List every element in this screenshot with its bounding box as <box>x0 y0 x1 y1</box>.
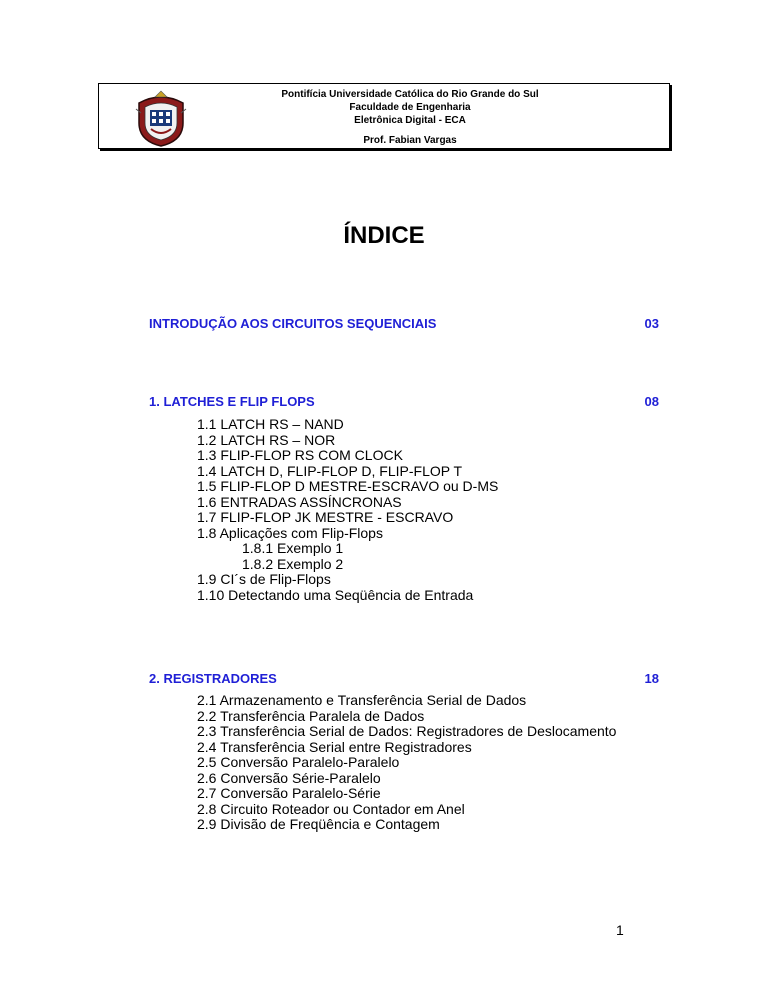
toc-item[interactable]: 2.8 Circuito Roteador ou Contador em Anel <box>197 800 465 817</box>
header-text <box>190 88 630 147</box>
toc-section-page: 18 <box>644 671 659 686</box>
toc-item[interactable]: 2.7 Conversão Paralelo-Série <box>197 785 381 801</box>
toc-item[interactable]: 2.3 Transferência Serial de Dados: Registradores de Deslocamento <box>197 723 617 739</box>
toc-section-page: 03 <box>644 316 659 331</box>
toc-item[interactable]: 2.1 Armazenamento e Transferência Serial de Dados <box>197 692 527 708</box>
toc-item[interactable]: 1.7 FLIP-FLOP JK MESTRE - ESCRAVO <box>197 509 454 525</box>
toc-item[interactable]: 2.6 Conversão Série-Paralelo <box>197 769 381 786</box>
toc-item[interactable]: 1.2 LATCH RS – NOR <box>197 431 336 448</box>
faculty-name: Faculdade de Engenharia <box>349 102 471 113</box>
toc-item[interactable]: 1.10 Detectando uma Seqüência de Entrada <box>197 586 474 603</box>
toc-item[interactable]: 1.1 LATCH RS – NAND <box>197 416 344 432</box>
toc-item[interactable]: 1.5 FLIP-FLOP D MESTRE-ESCRAVO ou D-MS <box>197 478 499 494</box>
toc-item[interactable]: 2.9 Divisão de Freqüência e Contagem <box>197 816 440 832</box>
toc-section-label: 1. LATCHES E FLIP FLOPS <box>149 394 315 409</box>
university-crest-logo <box>133 89 189 147</box>
toc-item[interactable]: 1.6 ENTRADAS ASSÍNCRONAS <box>197 493 402 510</box>
toc-item[interactable]: 1.9 CI´s de Flip-Flops <box>197 571 331 587</box>
toc-section-registradores[interactable] <box>149 671 659 686</box>
toc-item[interactable]: 2.5 Conversão Paralelo-Paralelo <box>197 754 400 770</box>
toc-section2-list <box>197 693 616 833</box>
toc-subitem[interactable]: 1.8.1 Exemplo 1 <box>242 540 344 556</box>
toc-item[interactable]: 2.2 Transferência Paralela de Dados <box>197 707 425 724</box>
professor-name: Prof. Fabian Vargas <box>363 135 457 146</box>
toc-section-label: INTRODUÇÃO AOS CIRCUITOS SEQUENCIAIS <box>149 316 437 331</box>
university-name: Pontifícia Universidade Católica do Rio Grande do Sul <box>281 89 539 100</box>
toc-section1-list <box>197 417 498 603</box>
toc-item[interactable]: 1.8 Aplicações com Flip-Flops <box>197 524 383 541</box>
toc-section-label: 2. REGISTRADORES <box>149 671 277 686</box>
toc-section-intro[interactable] <box>149 316 659 331</box>
page-title: ÍNDICE <box>343 222 425 249</box>
toc-item[interactable]: 1.4 LATCH D, FLIP-FLOP D, FLIP-FLOP T <box>197 462 463 479</box>
toc-section-latches[interactable] <box>149 394 659 409</box>
toc-section-page: 08 <box>644 394 659 409</box>
course-name: Eletrônica Digital - ECA <box>354 115 466 126</box>
toc-item[interactable]: 1.3 FLIP-FLOP RS COM CLOCK <box>197 447 403 463</box>
page-number: 1 <box>616 922 624 938</box>
toc-subitem[interactable]: 1.8.2 Exemplo 2 <box>242 555 344 572</box>
toc-item[interactable]: 2.4 Transferência Serial entre Registradores <box>197 738 472 755</box>
